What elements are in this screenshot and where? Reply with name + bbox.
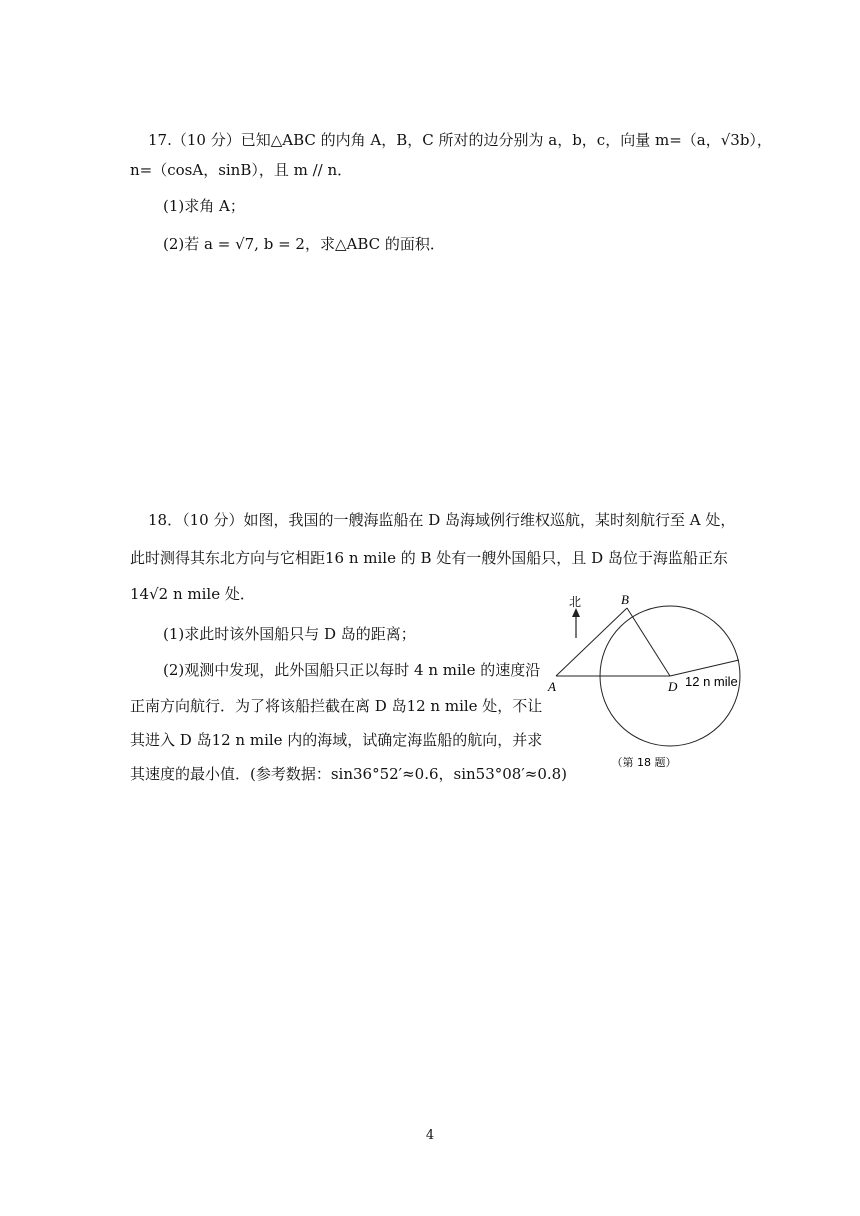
q18-figure	[540, 592, 750, 792]
q18-line-3: 14√2 n mile 处．	[130, 585, 255, 603]
q17-line-1: 17.（10 分）已知△ABC 的内角 A，B，C 所对的边分别为 a，b，c，向量 m=（a，√3b），	[148, 131, 772, 149]
q18-part-1: (1)求此时该外国船只与 D 岛的距离；	[163, 625, 416, 643]
q17-part-1: (1)求角 A；	[163, 197, 245, 215]
figure-caption: （第 18 题）	[611, 756, 677, 769]
q18-part-2-line-4: 其速度的最小值．(参考数据：sin36°52′≈0.6，sin53°08′≈0.8)	[130, 765, 568, 783]
radius-label: 12 n mile	[685, 674, 738, 689]
north-arrow-icon	[572, 608, 580, 617]
q18-line-2: 此时测得其东北方向与它相距16 n mile 的 B 处有一艘外国船只，且 D 岛位于海监船正东	[130, 549, 728, 567]
q18-part-2-line-3: 其进入 D 岛12 n mile 内的海域，试确定海监船的航向，并求	[130, 731, 543, 749]
q18-part-2-line-2: 正南方向航行．为了将该船拦截在离 D 岛12 n mile 处，不让	[130, 697, 543, 715]
segment-BD	[627, 608, 670, 676]
segment-AB	[556, 608, 627, 676]
point-label-A: A	[548, 679, 556, 694]
q17-line-2: n=（cosA，sinB），且 m // n．	[130, 161, 353, 179]
point-label-B: B	[621, 592, 629, 607]
north-label: 北	[569, 595, 582, 609]
q18-part-2-line-1: (2)观测中发现，此外国船只正以每时 4 n mile 的速度沿	[163, 661, 541, 679]
q18-line-1: 18．（10 分）如图，我国的一艘海监船在 D 岛海域例行维权巡航，某时刻航行至 A 处，	[148, 511, 736, 529]
q17-part-2: (2)若 a = √7, b = 2，求△ABC 的面积．	[163, 235, 445, 253]
page-number: 4	[425, 1128, 435, 1143]
point-label-D: D	[668, 679, 678, 694]
